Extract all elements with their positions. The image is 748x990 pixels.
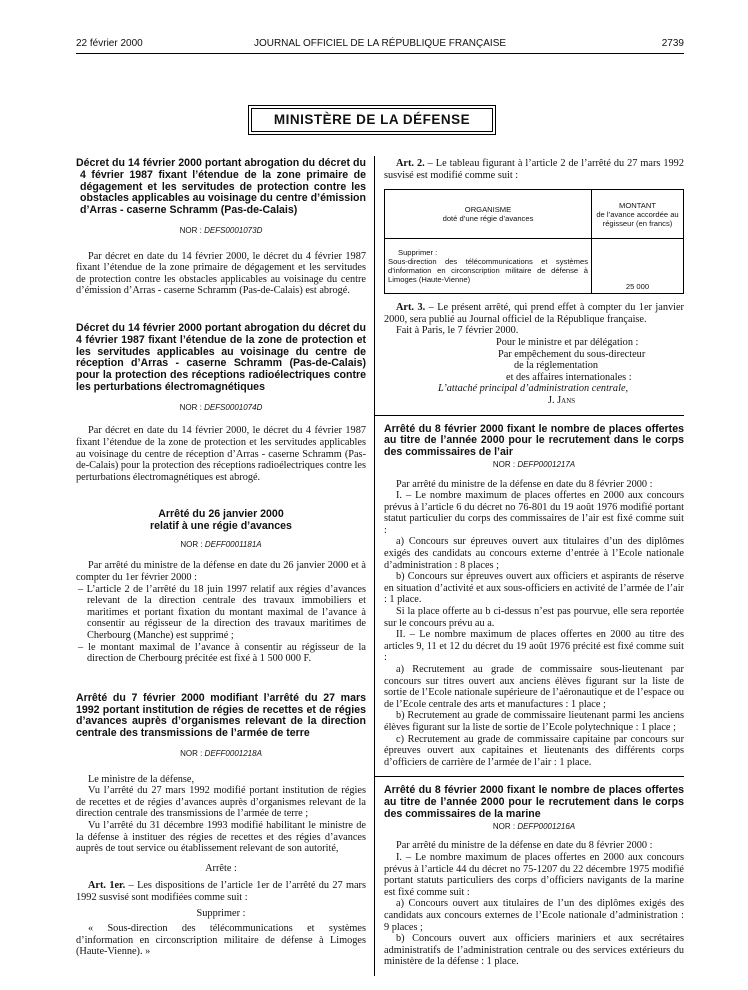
order-4-item-b: b) Concours ouvert aux officiers mariniers et aux secrétaires administratifs de l’administration centrale ou des services extérieurs du ministère de la défense : 1 place. — [384, 933, 684, 968]
order-4-item-a: a) Concours ouvert aux titulaires de l’un des diplômes exigés des candidats aux concours externes de l’Ecole nationale d’administration : 9 places ; — [384, 898, 684, 933]
order-3-nor: NOR : DEFP0001217A — [492, 459, 576, 469]
table-cell-organisme: Supprimer : Sous-direction des télécommunications et systèmes d’information en circonscription militaire de défense à Limoges (Haute-Vienne) — [385, 239, 592, 294]
order-4-nor: NOR : DEFP0001216A — [492, 821, 576, 831]
order-4-title: Arrêté du 8 février 2000 fixant le nombre de places offertes au titre de l’année 2000 pour le recrutement dans le corps des commissaires de la marine — [384, 784, 684, 820]
order-3-item-b: b) Concours sur épreuves ouvert aux officiers et aspirants de réserve en situation d’activité et aux sous-officiers en activité de l’armée de l’air : 1 place. — [384, 571, 684, 606]
order-2-nor: NOR : DEFF0001218A — [180, 749, 262, 759]
order-2-visa-1: Vu l’arrêté du 27 mars 1992 modifié portant institution de régies de recettes et de régies d’avances auprès d’organismes relevant de la direction centrale des transmissions de l’armée de terre ; — [76, 785, 366, 820]
table-header-row — [385, 190, 684, 239]
section-rule — [374, 415, 684, 416]
section-rule — [374, 776, 684, 777]
order-2-article-1: Art. 1er. – Les dispositions de l’article 1er de l’arrêté du 27 mars 1992 susvisé sont modifiées comme suit : — [76, 880, 366, 903]
order-1-item-1: – L’article 2 de l’arrêté du 18 juin 1997 relatif aux régies d’avances relevant de la direction centrale des travaux immobiliers et maritimes et portant fixation du montant maximal de l’avance à consentir au régisseur de la direction des travaux maritimes de Cherbourg (Manche) est supprimé ; — [78, 583, 366, 642]
decree-1-body: Par décret en date du 14 février 2000, le décret du 4 février 1987 fixant l’étendue de la zone primaire de dégagement et les servitudes de protection contre les obstacles applicables au voisinage du centre d’émission d’Arras - caserne Schramm (Pas-de-Calais) est abrogé. — [76, 250, 366, 297]
header-rule — [76, 53, 684, 54]
order-2-arrete: Arrête : — [205, 862, 237, 874]
order-1-intro: Par arrêté du ministre de la défense en date du 26 janvier 2000 et à compter du 1er février 2000 : — [76, 560, 366, 584]
signature-place-date: Fait à Paris, le 7 février 2000. — [396, 325, 519, 337]
signature-name: J. Jans — [548, 394, 576, 406]
table-header-organisme: ORGANISME doté d’une régie d’avances — [385, 190, 592, 239]
order-2-visa-2: Vu l’arrêté du 31 décembre 1993 modifié habilitant le ministre de la défense à instituer des régies de recettes et des régies d’avances auprès de tout service ou établissement relevant de son autorité, — [76, 819, 366, 855]
order-3-item-IIa: a) Recrutement au grade de commissaire sous-lieutenant par concours sur titres ouvert aux anciens élèves figurant sur la liste de sortie de l’Ecole nationale supérieure de l’aéronautique et de l’espace ou de l’Ecole centrale des arts et manufactures : 1 place ; — [384, 664, 684, 710]
signature-line-1: Pour le ministre et par délégation : — [496, 336, 639, 348]
table-row — [385, 239, 684, 294]
regie-table — [384, 189, 684, 294]
order-4-intro: Par arrêté du ministre de la défense en date du 8 février 2000 : — [396, 840, 653, 852]
right-column — [384, 158, 684, 968]
order-3-section-II: II. – Le nombre maximum de places offertes en 2000 au titre des articles 9, 11 et 12 du décret du 19 août 1976 précité est fixé comme suit : — [384, 629, 684, 664]
order-3-item-IIb: b) Recrutement au grade de commissaire lieutenant parmi les anciens élèves figurant sur la liste de sortie de l’Ecole polytechnique : 1 place ; — [384, 710, 684, 733]
order-3-item-IIc: c) Recrutement au grade de commissaire capitaine par concours sur épreuves ouvert aux capitaines et lieutenants des différents corps d’officiers de carrière de l’armée de l’air : 1 place. — [384, 733, 684, 768]
article-2: Art. 2. – Le tableau figurant à l’article 2 de l’arrêté du 27 mars 1992 susvisé est modifié comme suit : — [384, 158, 684, 181]
order-3-intro: Par arrêté du ministre de la défense en date du 8 février 2000 : — [396, 478, 653, 490]
decree-2-nor: NOR : DEFS0001074D — [179, 402, 263, 412]
order-4-section-I: I. – Le nombre maximum de places offertes en 2000 aux concours prévus à l’article 44 du décret no 75-1207 du 22 décembre 1975 modifié portant statuts particuliers des corps d’officiers navigants de la marine est fixé comme suit : — [384, 851, 684, 898]
order-1-item-2: – le montant maximal de l’avance à consentir au régisseur de la direction de Cherbourg précitée est fixé à 1 500 000 F. — [78, 641, 366, 665]
order-3-report: Si la place offerte au b ci-dessus n’est pas pourvue, elle sera reportée sur le concours prévu au a. — [384, 606, 684, 629]
decree-1-nor: NOR : DEFS0001073D — [179, 225, 263, 235]
order-3-item-a: a) Concours sur épreuves ouvert aux titulaires d’un des diplômes exigés des candidats au concours externe d’entrée à l’Ecole nationale d’administration : 8 places ; — [384, 536, 684, 571]
header-title: JOURNAL OFFICIEL DE LA RÉPUBLIQUE FRANÇAISE — [253, 38, 507, 49]
page-number: 2739 — [661, 38, 684, 49]
decree-2-body: Par décret en date du 14 février 2000, le décret du 4 février 1987 fixant l’étendue de la zone de protection et les servitudes applicables au voisinage du centre de réception d’Arras - caserne Schramm (Pas-de-Calais) pour la protection des réceptions radioélectriques contre les perturbations électromagnétiques est abrogé. — [76, 425, 366, 483]
order-1-title-line1: Arrêté du 26 janvier 2000 — [158, 508, 284, 521]
article-3: Art. 3. – Le présent arrêté, qui prend effet à compter du 1er janvier 2000, sera publié au Journal officiel de la République française. — [384, 302, 684, 325]
signature-line-2: Par empêchement du sous-directeur — [498, 348, 646, 360]
order-2-supprimer: Supprimer : — [196, 907, 246, 919]
ministry-title: MINISTÈRE DE LA DÉFENSE — [251, 108, 493, 132]
signature-line-3: de la réglementation — [514, 360, 599, 372]
order-1-title-line2: relatif à une régie d’avances — [150, 520, 292, 533]
decree-1-title: Décret du 14 février 2000 portant abrogation du décret du 4 février 1987 fixant l’étendue de la zone primaire de dégagement et les servitudes de protection contre les obstacles applicables au voisinage du centre d’émission d’Arras - caserne Schramm (Pas-de-Calais) — [76, 157, 366, 217]
order-1-nor: NOR : DEFF0001181A — [180, 539, 262, 549]
signature-line-5: L’attaché principal d’administration centrale, — [438, 383, 629, 395]
order-2-quote: « Sous-direction des télécommunications et systèmes d’information en circonscription militaire de défense à Limoges (Haute-Vienne). » — [76, 923, 366, 958]
table-cell-montant: 25 000 — [592, 239, 684, 294]
signature-line-4: et des affaires internationales : — [506, 371, 632, 383]
decree-2-title: Décret du 14 février 2000 portant abrogation du décret du 4 février 1987 fixant l’étendue de la zone de protection et les servitudes applicables au voisinage du centre de réception d’Arras - caserne Schramm (Pas-de-Calais) pour la protection des réceptions radioélectriques contre les perturbations électromagnétiques — [76, 321, 366, 393]
running-header — [76, 38, 684, 52]
table-header-montant: MONTANT de l’avance accordée au régisseur (en francs) — [592, 190, 684, 239]
left-column — [76, 158, 366, 958]
column-divider — [374, 156, 375, 976]
header-date: 22 février 2000 — [76, 38, 143, 49]
order-2-title: Arrêté du 7 février 2000 modifiant l’arrêté du 27 mars 1992 portant institution de régies de recettes et de régies d’avances auprès d’organismes relevant de la direction centrale des transmissions de l’armée de terre — [76, 691, 366, 740]
order-3-section-I: I. – Le nombre maximum de places offertes en 2000 aux concours prévus à l’article 6 du décret no 76-801 du 19 août 1976 modifié portant statut particulier du corps des commissaires de l’air est fixé comme suit : — [384, 490, 684, 536]
order-2-minister: Le ministre de la défense, — [88, 773, 195, 785]
order-3-title: Arrêté du 8 février 2000 fixant le nombre de places offertes au titre de l’année 2000 pour le recrutement dans le corps des commissaires de l’air — [384, 422, 684, 459]
